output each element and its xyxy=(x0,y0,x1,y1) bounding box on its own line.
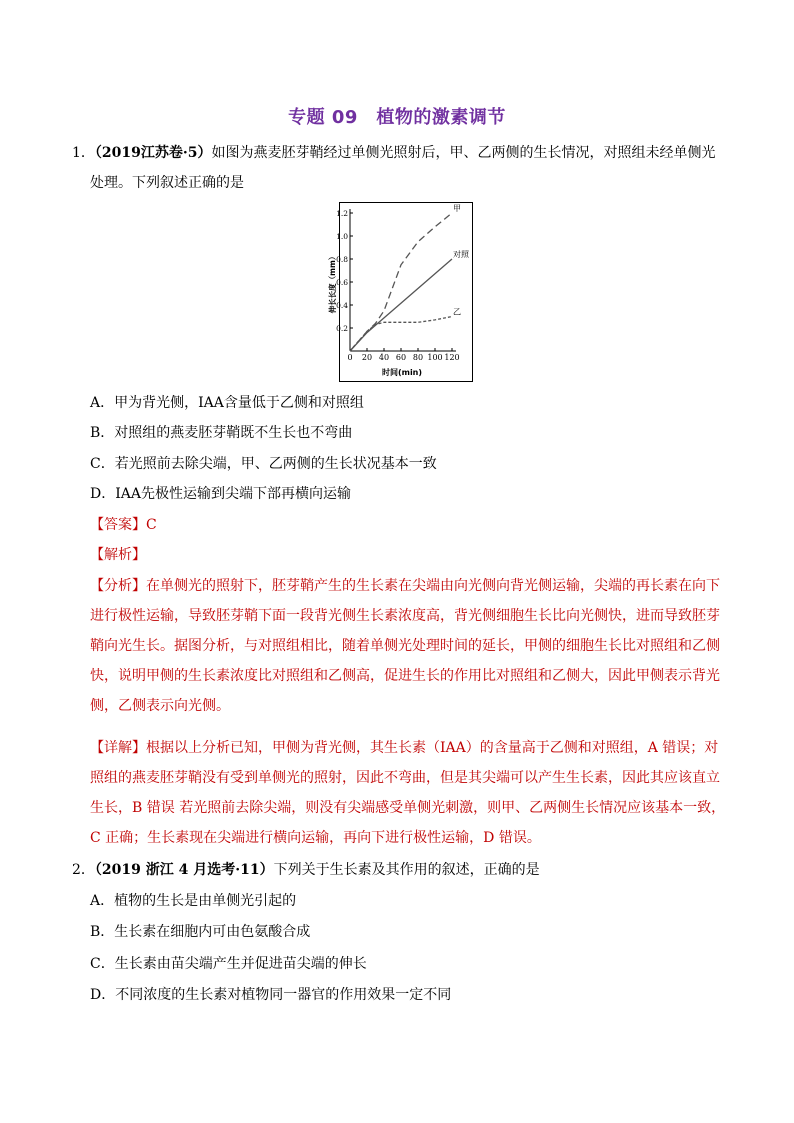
answer-label: 【答案】 xyxy=(90,517,146,533)
q2-option-b[interactable]: B．生长素在细胞内可由色氨酸合成 xyxy=(90,924,311,940)
q2-stem xyxy=(72,860,540,880)
series-label: 甲 xyxy=(453,204,461,213)
x-tick-label: 80 xyxy=(412,353,424,362)
fenxi-line: 侧，乙侧表示向光侧。 xyxy=(90,698,230,714)
q1-number: 1． xyxy=(72,145,95,161)
y-tick-label: 0.4 xyxy=(336,301,348,310)
q1-option-c[interactable]: C．若光照前去除尖端，甲、乙两侧的生长状况基本一致 xyxy=(90,456,437,472)
xiangjie-line: C 正确；生长素现在尖端进行横向运输，再向下进行极性运输，D 错误。 xyxy=(90,830,541,846)
x-axis-label: 时间(min) xyxy=(381,368,423,377)
y-tick-label: 1.2 xyxy=(336,209,348,218)
xiangjie-line: 【详解】根据以上分析已知，甲侧为背光侧，其生长素（IAA）的含量高于乙侧和对照组，A 错误；对 xyxy=(90,740,719,756)
q2-option-c[interactable]: C．生长素由苗尖端产生并促进苗尖端的伸长 xyxy=(90,956,367,972)
q2-stem-text: 下列关于生长素及其作用的叙述，正确的是 xyxy=(273,862,540,878)
x-tick-label: 120 xyxy=(444,353,460,362)
y-tick-label: 0.6 xyxy=(336,278,348,287)
answer-value: C xyxy=(146,517,157,533)
fenxi-label: 【分析】 xyxy=(90,578,146,594)
fenxi-line: 【分析】在单侧光的照射下，胚芽鞘产生的生长素在尖端由向光侧向背光侧运输，尖端的再长素在向下 xyxy=(90,578,720,594)
xiangjie-line: 照组的燕麦胚芽鞘没有受到单侧光的照射，因此不弯曲，但是其尖端可以产生生长素，因此其应该直立 xyxy=(90,770,720,786)
y-axis-label: 伸长长度（mm） xyxy=(328,252,337,314)
x-tick-label: 20 xyxy=(361,353,373,362)
series-label: 乙 xyxy=(453,307,461,317)
fenxi-line: 进行极性运输，导致胚芽鞘下面一段背光侧生长素浓度高，背光侧细胞生长比向光侧快，进而导致胚芽 xyxy=(90,608,720,624)
series-line-甲 xyxy=(350,213,452,351)
growth-chart xyxy=(328,202,473,382)
q1-source: （2019江苏卷·5） xyxy=(94,145,212,161)
q1-stem-text1: 如图为燕麦胚芽鞘经过单侧光照射后，甲、乙两侧的生长情况，对照组未经单侧光 xyxy=(211,145,716,161)
x-tick-label: 40 xyxy=(378,353,390,362)
xiangjie-paragraph xyxy=(90,733,726,853)
q2-number: 2． xyxy=(72,862,95,878)
q1-stem-line1 xyxy=(72,143,716,163)
q2-source: （2019 浙江 4 月选考·11） xyxy=(94,862,274,878)
xiangjie-label: 【详解】 xyxy=(90,740,146,756)
q1-option-b[interactable]: B．对照组的燕麦胚芽鞘既不生长也不弯曲 xyxy=(90,425,353,441)
y-tick-label: 0.8 xyxy=(336,255,348,264)
q1-answer xyxy=(90,515,157,535)
fenxi-line: 鞘向光生长。据图分析，与对照组相比，随着单侧光处理时间的延长，甲侧的细胞生长比对照组和乙侧 xyxy=(90,638,720,654)
x-tick-label: 0 xyxy=(347,353,353,362)
q1-option-d[interactable]: D．IAA先极性运输到尖端下部再横向运输 xyxy=(90,486,351,502)
growth-chart-svg xyxy=(328,203,472,381)
y-tick-label: 1.0 xyxy=(336,232,348,241)
fenxi-line: 快，说明甲侧的生长素浓度比对照组和乙侧高，促进生长的作用比对照组和乙侧大，因此甲侧表示背光 xyxy=(90,668,720,684)
page-title: 专题 09 植物的激素调节 xyxy=(288,107,506,128)
q2-option-d[interactable]: D．不同浓度的生长素对植物同一器官的作用效果一定不同 xyxy=(90,987,452,1003)
x-tick-label: 100 xyxy=(427,353,443,362)
q1-stem-line2: 处理。下列叙述正确的是 xyxy=(90,175,244,191)
x-tick-label: 60 xyxy=(395,353,407,362)
series-line-对照 xyxy=(350,259,452,351)
q1-option-a[interactable]: A．甲为背光侧，IAA含量低于乙侧和对照组 xyxy=(90,395,364,411)
y-tick-label: 0.2 xyxy=(336,324,348,333)
series-label: 对照 xyxy=(453,250,469,259)
analysis-label: 【解析】 xyxy=(90,547,146,563)
q2-option-a[interactable]: A．植物的生长是由单侧光引起的 xyxy=(90,893,297,909)
xiangjie-line: 生长，B 错误 若光照前去除尖端，则没有尖端感受单侧光刺激，则甲、乙两侧生长情况应该基本一致， xyxy=(90,800,726,816)
fenxi-paragraph xyxy=(90,571,726,721)
